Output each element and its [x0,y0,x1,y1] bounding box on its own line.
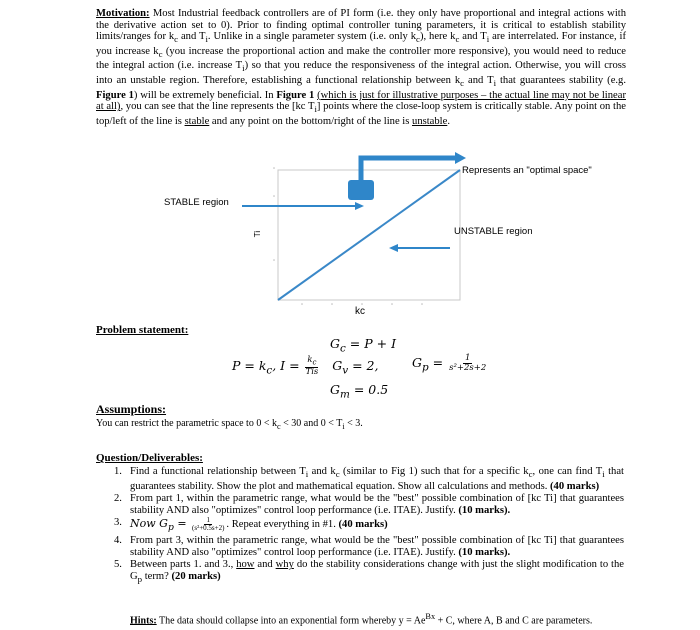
motivation-heading: Motivation: [96,8,150,19]
figure-1-chart [150,148,600,323]
unstable-word: unstable [412,115,448,127]
gc-equation: $G_c = P + I$ [330,336,397,355]
illustrative-note: (which is just for illustrative purposes – the actual line may not be linear at all) [96,89,626,113]
unstable-region-label: UNSTABLE region [454,226,533,237]
stable-word: stable [184,115,210,127]
stable-region-label: STABLE region [164,197,229,208]
integral-fraction: $\frac{k_c}{\text{Tis}}$ [305,355,319,377]
optimal-space-arrow [361,158,455,180]
x-axis-label: kc [355,306,365,317]
question-1: 1. Find a functional relationship between $T_i$ and $k_c$ (similar to Fig 1) such that for a specific $k_c$, one can find $T_i$ that guarantees stability. Show the plot and mathematical equation. Show all calculations and methods. (40 marks) [114,466,624,492]
question-5: 5. Between parts 1. and 3., how and why do the stability considerations change with just the slight modification to the $G_p$ term? (20 marks) [114,559,624,585]
gp-fraction: $\frac{1}{\text{s²+2s+2}}$ [449,353,487,373]
hints-text: Hints: The data should collapse into an exponential form whereby $y = Ae^{Bx} + C$, where A, B and C are parameters. [130,612,593,627]
optimal-space-arrow-head [455,152,466,164]
stable-region-arrow-head [355,202,364,210]
y-axis-label: Ti [253,230,262,238]
question-2: 2. From part 1, within the parametric range, what would be the "best" possible combination of [kc Ti] that guarantees stability AND also "optimizes" control loop performance (i.e. ITAE). Justify. (10 marks). [114,493,624,516]
questions-heading: Question/Deliverables: [96,452,203,464]
question-4: 4. From part 3, within the parametric range, what would be the "best" possible combination of [kc Ti] that guarantees stability AND also "optimizes" control loop performance (i.e. ITAE). Justify. (10 marks). [114,535,624,558]
figure-reference-2: Figure 1 [276,89,315,101]
controller-equations: $P = k_c$, I = $\frac{k_c}{\text{Tis}}$ $G_v = 2$, [232,355,379,377]
gp-equation: $G_p$ = $\frac{1}{\text{s²+2s+2}}$ [412,353,487,374]
unstable-region-arrow-head [389,244,398,252]
assumptions-heading: Assumptions: [96,402,167,416]
question-3: 3. Now $G_p$ = $\frac{1}{\text{(s²+0.5s+2)}}$ . Repeat everything in #1. (40 marks) [114,516,388,534]
figure-reference: Figure 1 [96,89,134,101]
optimal-space-label: Represents an "optimal space" [462,165,592,176]
optimal-space-box [348,180,374,200]
assumptions-text: You can restrict the parametric space to $0 < k_c < 30$ and $0 < T_i < 3$. [96,418,363,431]
gm-equation: $G_m = 0.5$ [330,382,389,401]
questions-list [114,466,624,587]
motivation-paragraph: Motivation: Most Industrial feedback controllers are of PI form (i.e. they only have proportional and integral actions with the derivative action set to 0). Prior to finding optimal controller tuning parameters, it is critical to establish stability limits/ranges for $k_c$ and $T_i$. Unlike in a single parameter system (i.e. only $k_c$), here $k_c$ and $T_i$ are interrelated. For instance, if you increase $k_c$ (you increase the proportional action and make the controller more responsive), you would need to reduce the integral action (i.e. increase $T_i$) so that you reduce the responsiveness of the integral action. Otherwise, you will cross into an unstable region. Therefore, establishing a functional relationship between $k_c$ and $T_i$ that guarantees stability (e.g. Figure 1) will be extremely beneficial. In Figure 1 (which is just for illustrative purposes – the actual line may not be linear at all), you can see that the line represents the [kc $T_i$] points where the close-loop system is critically stable. Any point on the top/left of the line is stable and any point on the bottom/right of the line is unstable. [96,8,627,127]
problem-heading: Problem statement: [96,324,189,336]
